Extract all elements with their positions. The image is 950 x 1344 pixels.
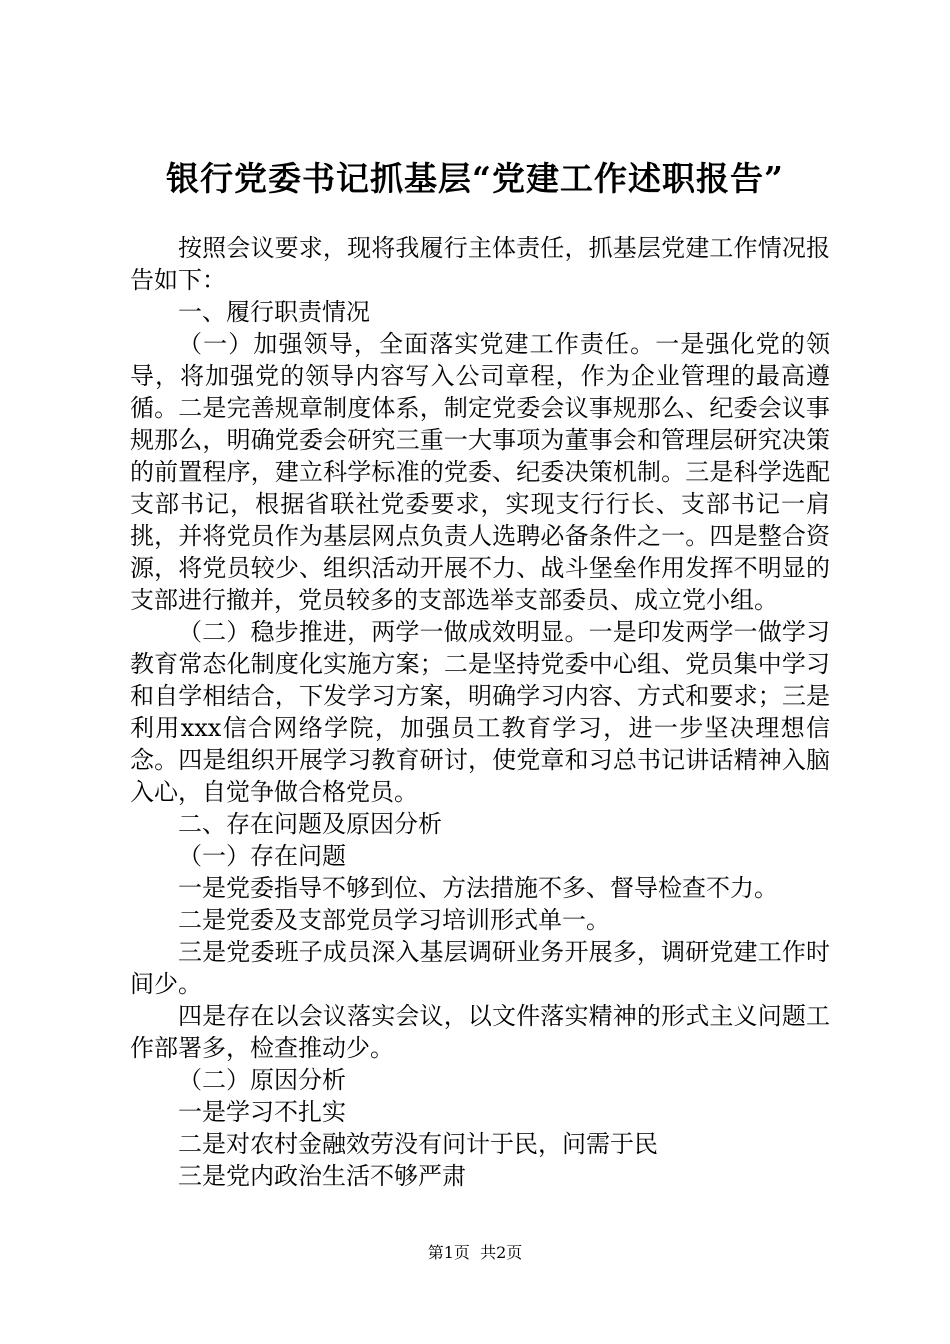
cause-item-1: 一是学习不扎实 bbox=[178, 1098, 346, 1126]
page-number: 第1页 bbox=[427, 1243, 470, 1262]
subsection-paragraph-1-2: （二）稳步推进，两学一做成效明显。一是印发两学一做学习教育常态化制度化实施方案；二是坚持党委中心组、党员集中学习和自学相结合，下发学习方案，明确学习内容、方式和要求；三是利用xxx信合网络学院，加强员工教育学习，进一步坚决理想信念。四是组织开展学习教育研讨，使党章和习总书记讲话精神入脑入心，自觉争做合格党员。 bbox=[130, 618, 830, 806]
cause-item-3: 三是党内政治生活不够严肃 bbox=[178, 1162, 466, 1190]
document-body bbox=[130, 232, 830, 1192]
page-footer bbox=[0, 1242, 950, 1264]
problem-item-3: 三是党委班子成员深入基层调研业务开展多，调研党建工作时间少。 bbox=[130, 938, 830, 998]
section-heading-1: 一、履行职责情况 bbox=[178, 298, 370, 326]
subsection-paragraph-1-1: （一）加强领导，全面落实党建工作责任。一是强化党的领导，将加强党的领导内容写入公司章程，作为企业管理的最高遵循。二是完善规章制度体系，制定党委会议事规那么、纪委会议事规那么，明确党委会研究三重一大事项为董事会和管理层研究决策的前置程序，建立科学标准的党委、纪委决策机制。三是科学选配支部书记，根据省联社党委要求，实现支行行长、支部书记一肩挑，并将党员作为基层网点负责人选聘必备条件之一。四是整合资源，将党员较少、组织活动开展不力、战斗堡垒作用发挥不明显的支部进行撤并，党员较多的支部选举支部委员、成立党小组。 bbox=[130, 330, 830, 614]
intro-paragraph: 按照会议要求，现将我履行主体责任，抓基层党建工作情况报告如下： bbox=[130, 234, 830, 294]
cause-item-2: 二是对农村金融效劳没有问计于民，问需于民 bbox=[178, 1130, 658, 1158]
section-heading-2: 二、存在问题及原因分析 bbox=[178, 810, 442, 838]
problem-item-1: 一是党委指导不够到位、方法措施不多、督导检查不力。 bbox=[178, 874, 778, 902]
subsection-heading-2-2: （二）原因分析 bbox=[178, 1066, 346, 1094]
page-total: 共2页 bbox=[480, 1243, 523, 1262]
problem-item-2: 二是党委及支部党员学习培训形式单一。 bbox=[178, 906, 610, 934]
problem-item-4: 四是存在以会议落实会议，以文件落实精神的形式主义问题工作部署多，检查推动少。 bbox=[130, 1002, 830, 1062]
document-title: 银行党委书记抓基层“党建工作述职报告” bbox=[166, 159, 784, 198]
subsection-heading-2-1: （一）存在问题 bbox=[178, 842, 346, 870]
